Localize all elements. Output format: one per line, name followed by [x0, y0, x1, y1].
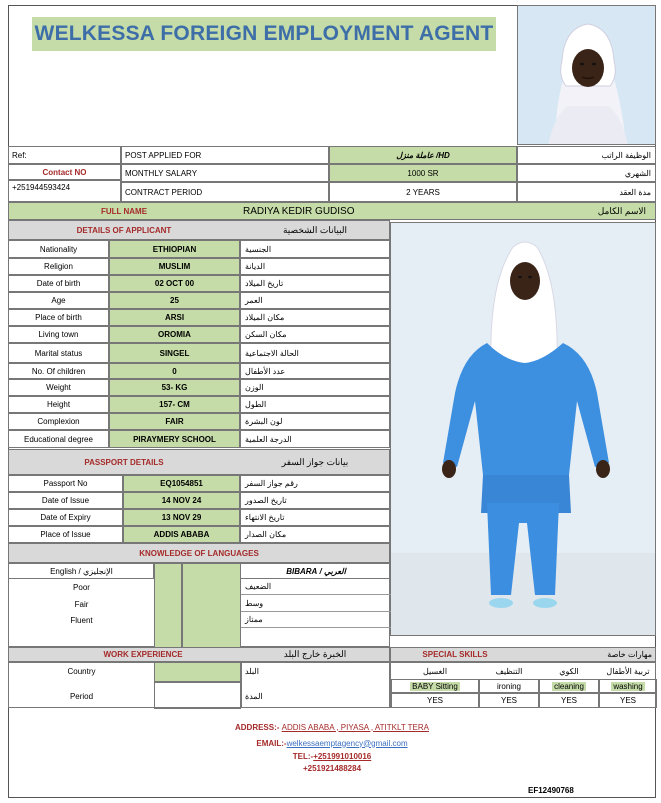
details-label: Date of birth [8, 275, 109, 292]
work-header: WORK EXPERIENCE [103, 650, 183, 659]
work-header-ar: الخبرة خارج البلد [283, 649, 347, 659]
language-level-label: Poor [73, 582, 90, 592]
full-body-photo [390, 222, 656, 636]
address-label: ADDRESS:- [234, 722, 280, 732]
details-header: DETAILS OF APPLICANT [76, 225, 172, 235]
skills-header-ar: مهارات خاصة [607, 650, 652, 659]
details-ar: لون البشرة [240, 413, 390, 430]
language-level-label: Fair [74, 599, 89, 609]
skill-label [479, 679, 539, 693]
details-value: PIRAYMERY SCHOOL [109, 430, 240, 448]
details-label: Nationality [8, 240, 109, 258]
details-header-ar: البيانات الشخصية [282, 224, 348, 235]
details-value: OROMIA [109, 326, 240, 343]
details-label: Age [8, 292, 109, 309]
details-label: Place of birth [8, 309, 109, 326]
details-value: 02 OCT 00 [109, 275, 240, 292]
details-ar: الوزن [240, 379, 390, 396]
skill-label [539, 679, 599, 693]
skill-label [391, 679, 479, 693]
contract-period-ar: مدة العقد [517, 182, 656, 202]
language-level-ar: الضعيف [241, 579, 391, 595]
work-country-label: Country [67, 666, 96, 676]
passport-ar: مكان الصدار [240, 526, 390, 543]
language-levels [9, 579, 391, 648]
address-value: ADDIS ABABA , PIYASA , ATITKLT TERA [281, 722, 429, 732]
contract-period-value: 2 YEARS [329, 182, 517, 202]
skill-ar-label: التنظيف [495, 666, 523, 676]
details-value: SINGEL [109, 343, 240, 363]
post-applied-value: HD/ عاملة منزل [329, 146, 517, 164]
full-name-ar: الاسم الكامل [597, 205, 646, 216]
reference-code: EF12490768 [528, 786, 574, 795]
language-arabic-label: العربي / BIBARA [286, 567, 346, 576]
passport-label: Date of Issue [8, 492, 123, 509]
details-ar: الجنسية [240, 240, 390, 258]
ref-label: Ref: [8, 146, 121, 164]
passport-table [8, 475, 390, 543]
passport-label: Date of Expiry [8, 509, 123, 526]
skill-label-text: BABY Sitting [412, 681, 458, 691]
passport-label: Place of Issue [8, 526, 123, 543]
details-label: No. Of children [8, 363, 109, 379]
email-link[interactable]: welkessaemptagency@gmail.com [286, 738, 408, 748]
details-ar: الحالة الاجتماعية [240, 343, 390, 363]
skills-table [390, 662, 656, 708]
language-level-label: Fluent [70, 615, 93, 625]
details-value: 157- CM [109, 396, 240, 413]
work-period-ar: المدة [245, 691, 263, 701]
work-period-value [154, 682, 241, 709]
passport-value: EQ1054851 [123, 475, 240, 492]
passport-value: ADDIS ABABA [123, 526, 240, 543]
contact-phone: +251944593424 [8, 180, 121, 202]
details-label: Complexion [8, 413, 109, 430]
skill-label-text: cleaning [554, 681, 584, 691]
tel-line [8, 750, 656, 762]
monthly-salary-ar: الشهري [517, 164, 656, 182]
details-label: Religion [8, 258, 109, 275]
details-value: 0 [109, 363, 240, 379]
skills-header: SPECIAL SKILLS [422, 650, 488, 659]
passport-ar: تاريخ الانتهاء [240, 509, 390, 526]
details-label: Marital status [8, 343, 109, 363]
details-label: Height [8, 396, 109, 413]
details-label: Weight [8, 379, 109, 396]
full-name-label: FULL NAME [100, 206, 148, 216]
languages-table [8, 563, 390, 647]
details-ar: مكان السكن [240, 326, 390, 343]
passport-header-ar: بيانات جواز السفر [281, 456, 349, 467]
languages-header: KNOWLEDGE OF LANGUAGES [8, 543, 390, 563]
address-line [8, 721, 656, 733]
details-value: 25 [109, 292, 240, 309]
language-english-label: English / الإنجليزي [50, 567, 113, 576]
details-ar: عدد الأطفال [240, 363, 390, 379]
details-ar: العمر [240, 292, 390, 309]
skill-value: YES [599, 693, 657, 708]
passport-ar: تاريخ الصدور [240, 492, 390, 509]
details-table [8, 240, 390, 449]
skill-value: YES [539, 693, 599, 708]
full-name-value: RADIYA KEDIR GUDISO [243, 205, 355, 217]
agency-title: WELKESSA FOREIGN EMPLOYMENT AGENT [32, 17, 496, 51]
headshot-photo [517, 5, 656, 145]
details-ar: تاريخ الميلاد [240, 275, 390, 292]
headshot-illustration [518, 6, 656, 145]
language-level-ar: وسط [241, 596, 391, 612]
tel-value-2[interactable]: +251921488284 [302, 763, 362, 773]
tel-label: TEL:- [292, 751, 314, 761]
email-line [8, 737, 656, 749]
contact-label: Contact NO [8, 164, 121, 180]
details-value: 53- KG [109, 379, 240, 396]
details-label: Educational degree [8, 430, 109, 448]
skill-label [599, 679, 657, 693]
footer [8, 708, 656, 798]
email-label: EMAIL:- [256, 738, 287, 748]
contract-period-label: CONTRACT PERIOD [121, 182, 329, 202]
details-ar: مكان الميلاد [240, 309, 390, 326]
skill-ar-label: تربية الأطفال [606, 666, 650, 676]
monthly-salary-value: 1000 SR [329, 164, 517, 182]
passport-label: Passport No [8, 475, 123, 492]
skill-label-text: ironing [496, 681, 521, 691]
work-country-value [154, 662, 241, 682]
skill-ar-label: الغسيل [422, 666, 448, 676]
work-period-label: Period [69, 691, 94, 701]
skill-ar-label: الكوي [559, 666, 579, 676]
details-value: MUSLIM [109, 258, 240, 275]
passport-header: PASSPORT DETAILS [84, 457, 164, 467]
work-country-ar: البلد [245, 666, 259, 676]
skill-label-text: washing [613, 681, 643, 691]
language-level-ar: ممتاز [241, 612, 391, 628]
passport-value: 14 NOV 24 [123, 492, 240, 509]
monthly-salary-label: MONTHLY SALARY [121, 164, 329, 182]
details-ar: الدرجة العلمية [240, 430, 390, 448]
work-table [8, 662, 390, 708]
details-value: ARSI [109, 309, 240, 326]
passport-value: 13 NOV 29 [123, 509, 240, 526]
tel-value-1[interactable]: +251991010016 [313, 751, 372, 761]
skill-value: YES [391, 693, 479, 708]
post-applied-label: POST APPLIED FOR [121, 146, 329, 164]
skill-value: YES [479, 693, 539, 708]
post-applied-ar: الوظيفة الراتب [517, 146, 656, 164]
details-label: Living town [8, 326, 109, 343]
details-ar: الطول [240, 396, 390, 413]
details-value: ETHIOPIAN [109, 240, 240, 258]
full-body-illustration [391, 223, 656, 636]
details-value: FAIR [109, 413, 240, 430]
details-ar: الديانة [240, 258, 390, 275]
passport-ar: رقم جواز السفر [240, 475, 390, 492]
